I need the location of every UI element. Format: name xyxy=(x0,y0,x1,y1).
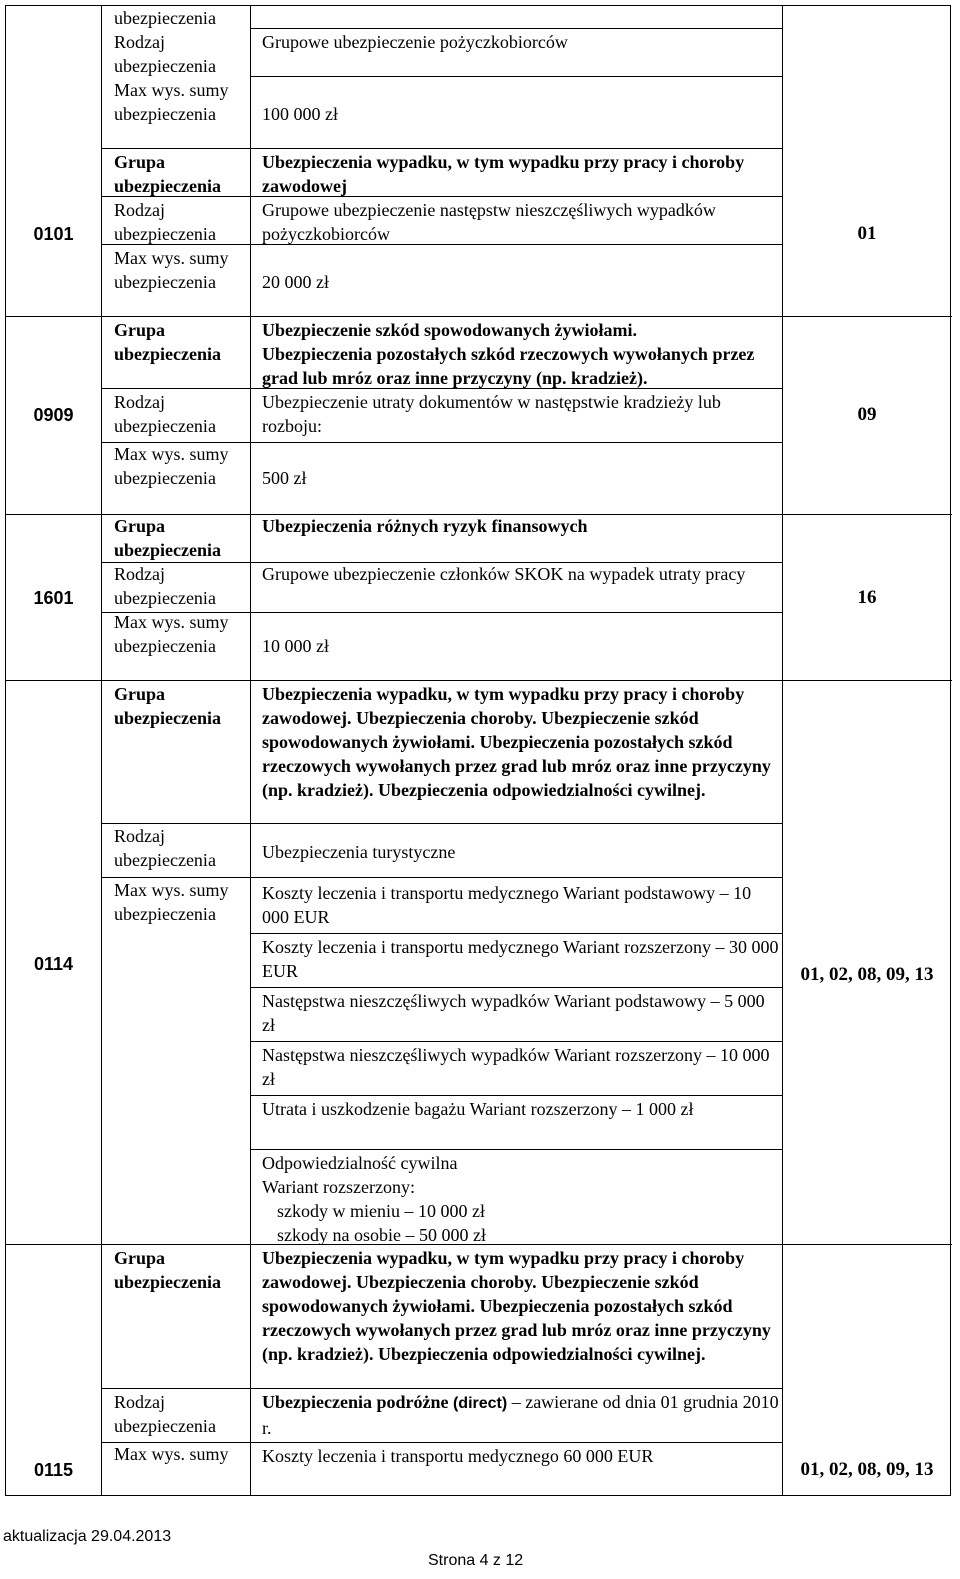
label-max-sum: Max wys. sumy xyxy=(114,1444,229,1464)
label-type: Rodzaj ubezpieczenia xyxy=(114,200,216,244)
cell-divider xyxy=(250,987,782,988)
sum-item: Następstwa nieszczęśliwych wypadków Wariant rozszerzony – 10 000 zł xyxy=(262,1045,770,1089)
label-group: Grupa ubezpieczenia xyxy=(114,1248,221,1292)
row-classes-0114: 01, 02, 08, 09, 13 xyxy=(800,964,934,985)
row-classes-0101: 01 xyxy=(857,223,877,244)
liability-title: Odpowiedzialność cywilna xyxy=(262,1153,458,1173)
sum-text: Koszty leczenia i transportu medycznego 60 000 EUR xyxy=(262,1446,654,1466)
row-code-0115: 0115 xyxy=(33,1460,74,1480)
cell-divider xyxy=(250,877,782,878)
type-text xyxy=(262,1390,782,1440)
cell-divider xyxy=(250,1442,782,1443)
sum-text: 100 000 zł xyxy=(262,104,338,124)
cell-divider xyxy=(250,1041,782,1042)
label-group: Grupa ubezpieczenia xyxy=(114,152,221,196)
label-group: Grupa ubezpieczenia xyxy=(114,684,221,728)
cell-divider xyxy=(250,1388,782,1389)
label-max-sum: Max wys. sumy ubezpieczenia xyxy=(114,80,229,124)
sum-item: Koszty leczenia i transportu medycznego Wariant rozszerzony – 30 000 EUR xyxy=(262,937,779,981)
label-group: Grupa ubezpieczenia xyxy=(114,320,221,364)
footer-page: Strona 4 z 12 xyxy=(428,1552,524,1569)
sum-text: 500 zł xyxy=(262,468,307,488)
sum-item: Następstwa nieszczęśliwych wypadków Wariant podstawowy – 5 000 zł xyxy=(262,991,765,1035)
cell-divider xyxy=(101,148,250,149)
sum-text: 10 000 zł xyxy=(262,636,329,656)
row-code-0114: 0114 xyxy=(33,954,74,974)
row-classes-1601: 16 xyxy=(857,587,877,608)
label-fragment: ubezpieczenia xyxy=(114,8,216,28)
cell-divider xyxy=(250,612,782,613)
col-divider xyxy=(250,6,251,1495)
type-text: Ubezpieczenie utraty dokumentów w następstwie kradzieży lub rozboju: xyxy=(262,392,721,436)
liability-variant: Wariant rozszerzony: xyxy=(262,1177,415,1197)
group-text: Ubezpieczenie szkód spowodowanych żywiołami. xyxy=(262,320,637,340)
cell-divider xyxy=(101,1388,250,1389)
sum-item: Koszty leczenia i transportu medycznego Wariant podstawowy – 10 000 EUR xyxy=(262,883,752,927)
row-code-0909: 0909 xyxy=(33,405,74,425)
liability-item: szkody w mieniu – 10 000 zł xyxy=(277,1201,485,1221)
group-text: Ubezpieczenia różnych ryzyk finansowych xyxy=(262,516,588,536)
type-rest: – zawierane od dnia 01 grudnia 2010 r. xyxy=(262,1392,779,1438)
type-text: Grupowe ubezpieczenie pożyczkobiorców xyxy=(262,32,568,52)
group-text: Ubezpieczenia wypadku, w tym wypadku przy pracy i choroby zawodowej. Ubezpieczenia choroby. Ubezpieczenie szkód spowodowanych żywiołami. Ubezpieczenia pozostałych szkód rzeczowych wywołanych przez grad lub mróz oraz inne przyczyny (np. kradzież). Ubezpieczenia odpowiedzialności cywilnej. xyxy=(262,684,771,800)
label-type: Rodzaj ubezpieczenia xyxy=(114,32,216,76)
label-type: Rodzaj ubezpieczenia xyxy=(114,564,216,608)
cell-divider xyxy=(250,148,782,149)
row-classes-0115: 01, 02, 08, 09, 13 xyxy=(800,1459,934,1480)
label-type: Rodzaj ubezpieczenia xyxy=(114,1392,216,1436)
insurance-table xyxy=(5,5,951,1496)
label-type: Rodzaj ubezpieczenia xyxy=(114,392,216,436)
group-text: Ubezpieczenia pozostałych szkód rzeczowych wywołanych przez grad lub mróz oraz inne przyczyny (np. kradzież). xyxy=(262,344,755,388)
row-classes-0909: 09 xyxy=(857,404,877,425)
type-text: Grupowe ubezpieczenie następstw nieszczęśliwych wypadków pożyczkobiorców xyxy=(262,200,716,244)
cell-divider xyxy=(250,76,782,77)
row-code-0101: 0101 xyxy=(33,224,74,244)
label-group: Grupa ubezpieczenia xyxy=(114,516,221,560)
label-max-sum: Max wys. sumy ubezpieczenia xyxy=(114,880,229,924)
label-max-sum: Max wys. sumy ubezpieczenia xyxy=(114,248,229,292)
sum-item: Utrata i uszkodzenie bagażu Wariant rozszerzony – 1 000 zł xyxy=(262,1099,694,1119)
liability-item: szkody na osobie – 50 000 zł xyxy=(277,1225,486,1245)
row-divider xyxy=(6,680,952,681)
group-text: Ubezpieczenia wypadku, w tym wypadku przy pracy i choroby zawodowej. Ubezpieczenia choroby. Ubezpieczenie szkód spowodowanych żywiołami. Ubezpieczenia pozostałych szkód rzeczowych wywołanych przez grad lub mróz oraz inne przyczyny (np. kradzież). Ubezpieczenia odpowiedzialności cywilnej. xyxy=(262,1248,771,1364)
cell-divider xyxy=(250,1149,782,1150)
row-divider xyxy=(6,316,952,317)
label-type: Rodzaj ubezpieczenia xyxy=(114,826,216,870)
type-text: Ubezpieczenia turystyczne xyxy=(262,842,456,862)
label-max-sum: Max wys. sumy ubezpieczenia xyxy=(114,444,229,488)
cell-divider xyxy=(250,28,782,29)
type-paren: (direct) xyxy=(452,1395,508,1412)
row-code-1601: 1601 xyxy=(33,588,74,608)
cell-divider xyxy=(250,1095,782,1096)
type-bold: Ubezpieczenia podróżne xyxy=(262,1392,449,1412)
sum-text: 20 000 zł xyxy=(262,272,329,292)
type-text: Grupowe ubezpieczenie członków SKOK na wypadek utraty pracy xyxy=(262,564,746,584)
footer-updated: aktualizacja 29.04.2013 xyxy=(3,1528,172,1545)
cell-divider xyxy=(101,388,250,389)
col-divider xyxy=(101,6,102,1495)
cell-divider xyxy=(250,823,782,824)
label-max-sum: Max wys. sumy ubezpieczenia xyxy=(114,612,229,656)
cell-divider xyxy=(250,933,782,934)
group-text: Ubezpieczenia wypadku, w tym wypadku przy pracy i choroby zawodowej xyxy=(262,152,745,196)
cell-divider xyxy=(250,442,782,443)
